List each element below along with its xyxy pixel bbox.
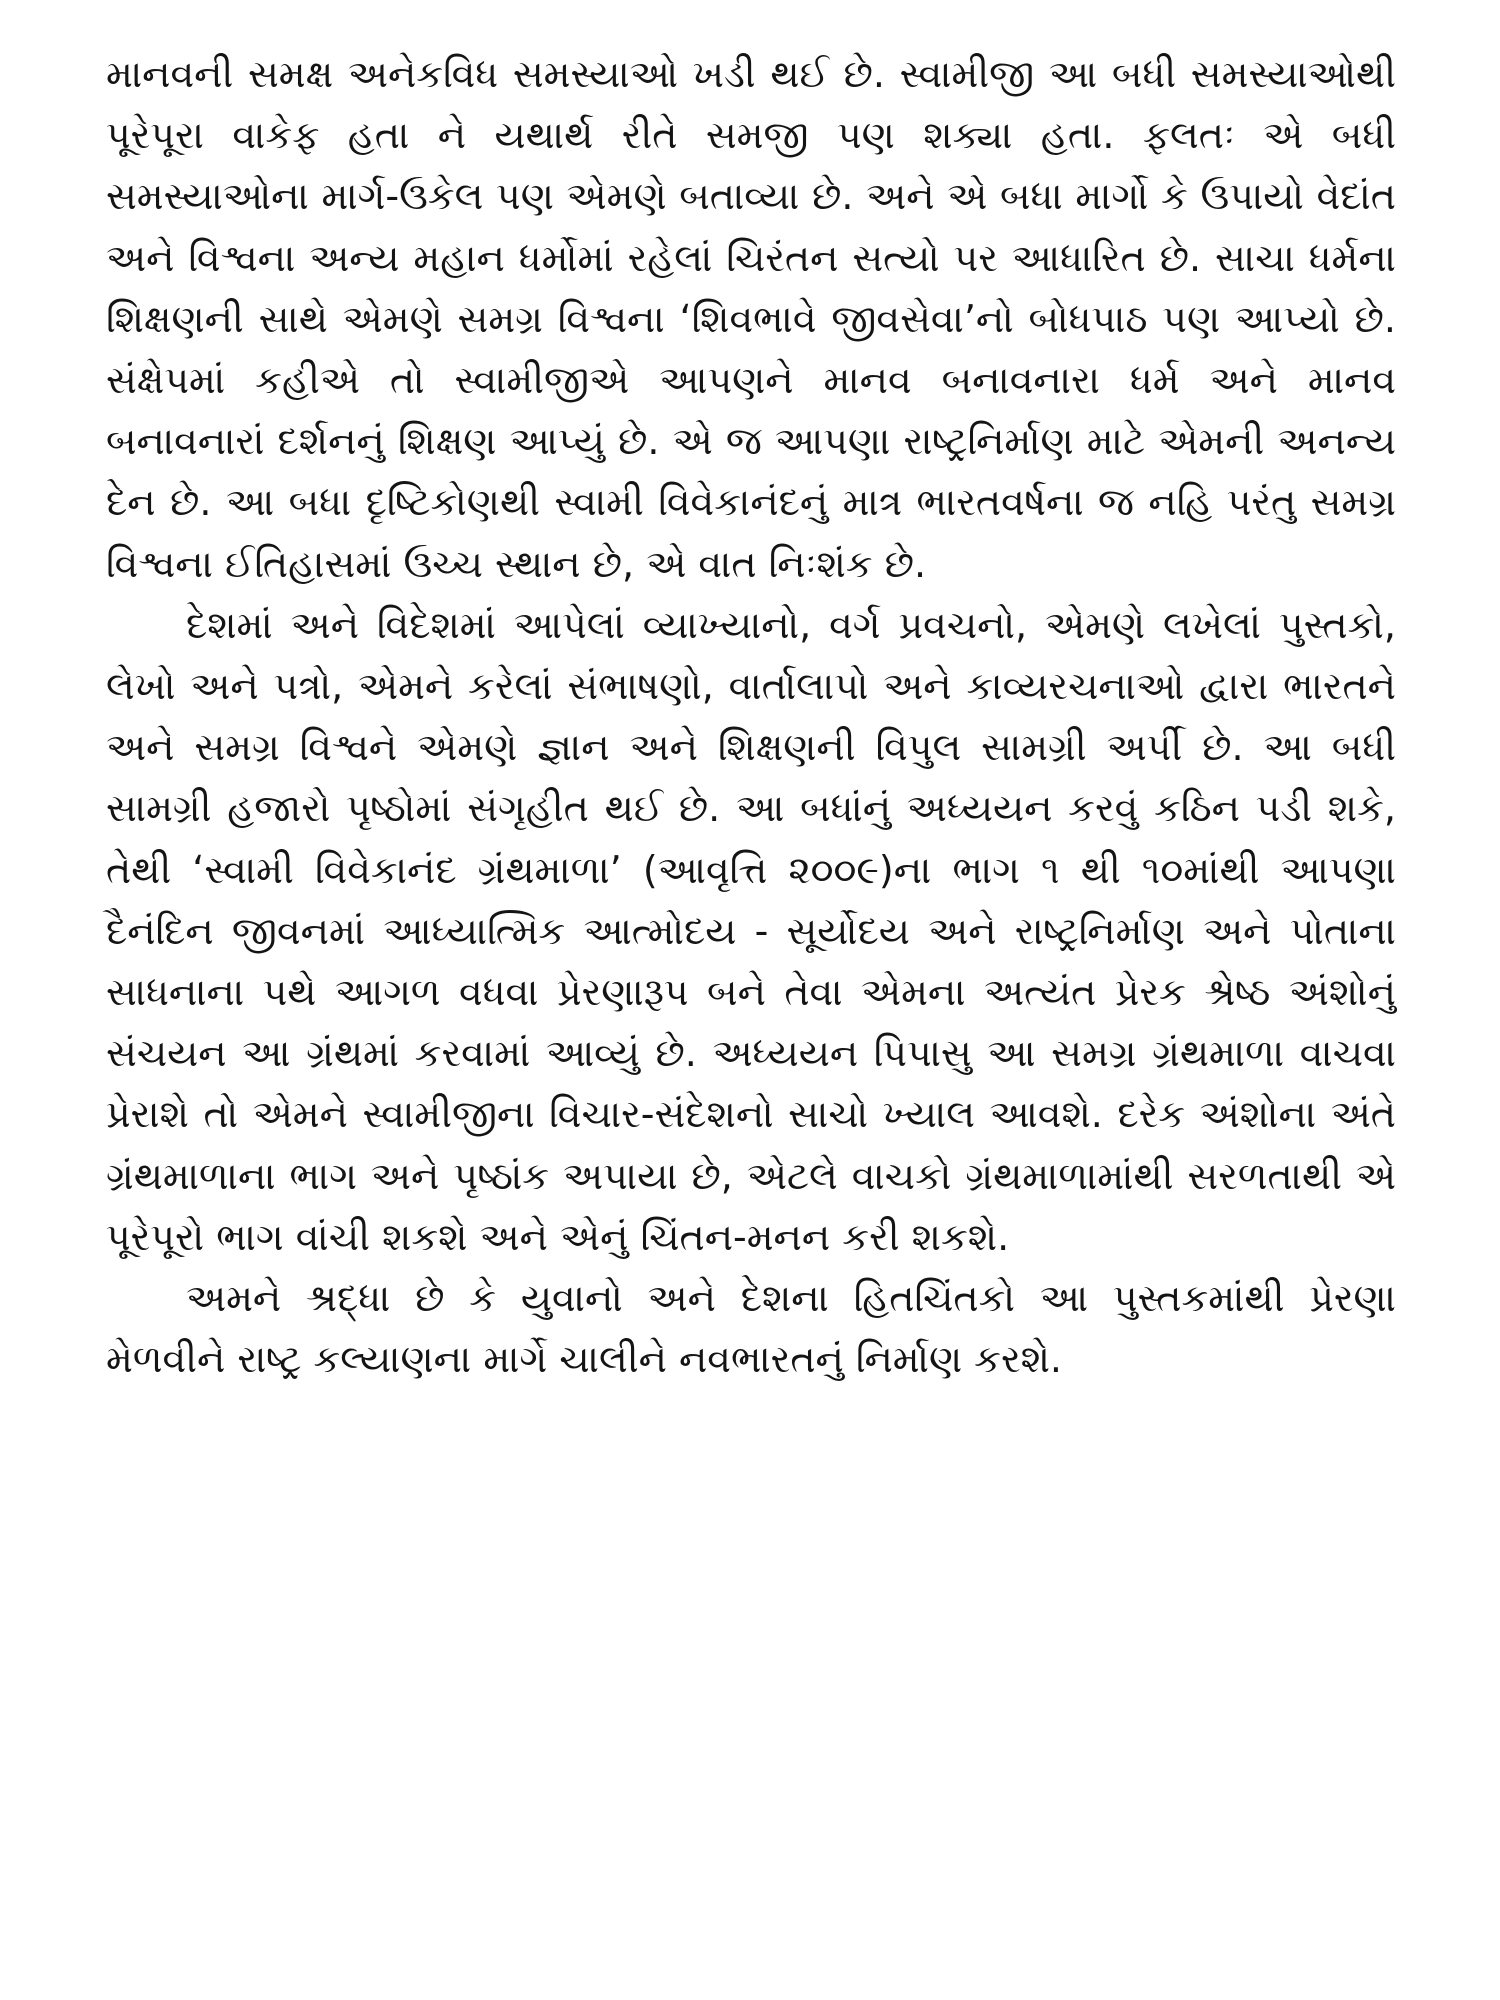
paragraph-2: દેશમાં અને વિદેશમાં આપેલાં વ્યાખ્યાનો, વર્ગ પ્રવચનો, એમણે લખેલાં પુસ્તકો, લેખો અને પત્રો, એમને કરેલાં સંભાષણો, વાર્તાલાપો અને કાવ્યરચનાઓ દ્વારા ભારતને અને સમગ્ર વિશ્વને એમણે જ્ઞાન અને શિક્ષણની વિપુલ સામગ્રી અર્પી છે. આ બધી સામગ્રી હજારો પૃષ્ઠોમાં સંગૃહીત થઈ છે. આ બધાંનું અધ્યયન કરવું કઠિન પડી શકે, તેથી ‘સ્વામી વિવેકાનંદ ગ્રંથમાળા’ (આવૃત્તિ ૨૦૦૯)ના ભાગ ૧ થી ૧૦માંથી આપણા દૈનંદિન જીવનમાં આધ્યાત્મિક આત્મોદય - સૂર્યોદય અને રાષ્ટ્રનિર્માણ અને પોતાના સાધનાના પથે આગળ વધવા પ્રેરણારૂપ બને તેવા એમના અત્યંત પ્રેરક શ્રેષ્ઠ અંશોનું સંચયન આ ગ્રંથમાં કરવામાં આવ્યું છે. અધ્યયન પિપાસુ આ સમગ્ર ગ્રંથમાળા વાચવા પ્રેરાશે તો એમને સ્વામીજીના વિચાર-સંદેશનો સાચો ખ્યાલ આવશે. દરેક અંશોના અંતે ગ્રંથમાળાના ભાગ અને પૃષ્ઠાંક અપાયા છે, એટલે વાચકો ગ્રંથમાળામાંથી સરળતાથી એ પૂરેપૂરો ભાગ વાંચી શકશે અને એનું ચિંતન-મનન કરી શકશે. [106, 602, 1396, 1259]
paragraph-3: અમને શ્રદ્ધા છે કે યુવાનો અને દેશના હિતચિંતકો આ પુસ્તકમાંથી પ્રેરણા મેળવીને રાષ્ટ્ર કલ્યાણના માર્ગે ચાલીને નવભારતનું નિર્માણ કરશે. [106, 1276, 1396, 1382]
paragraph-1: માનવની સમક્ષ અનેકવિધ સમસ્યાઓ ખડી થઈ છે. સ્વામીજી આ બધી સમસ્યાઓથી પૂરેપૂરા વાકેફ હતા ને યથાર્થ રીતે સમજી પણ શક્યા હતા. ફલતઃ એ બધી સમસ્યાઓના માર્ગ-ઉકેલ પણ એમણે બતાવ્યા છે. અને એ બધા માર્ગો કે ઉપાયો વેદાંત અને વિશ્વના અન્ય મહાન ધર્મોમાં રહેલાં ચિરંતન સત્યો પર આધારિત છે. સાચા ધર્મના શિક્ષણની સાથે એમણે સમગ્ર વિશ્વના ‘શિવભાવે જીવસેવા’નો બોધપાઠ પણ આપ્યો છે. સંક્ષેપમાં કહીએ તો સ્વામીજીએ આપણને માનવ બનાવનારા ધર્મ અને માનવ બનાવનારાં દર્શનનું શિક્ષણ આપ્યું છે. એ જ આપણા રાષ્ટ્રનિર્માણ માટે એમની અનન્ય દેન છે. આ બધા દૃષ્ટિકોણથી સ્વામી વિવેકાનંદનું માત્ર ભારતવર્ષના જ નહિ પરંતુ સમગ્ર વિશ્વના ઈતિહાસમાં ઉચ્ચ સ્થાન છે, એ વાત નિઃશંક છે. [106, 52, 1396, 586]
body-text [106, 44, 1396, 1390]
